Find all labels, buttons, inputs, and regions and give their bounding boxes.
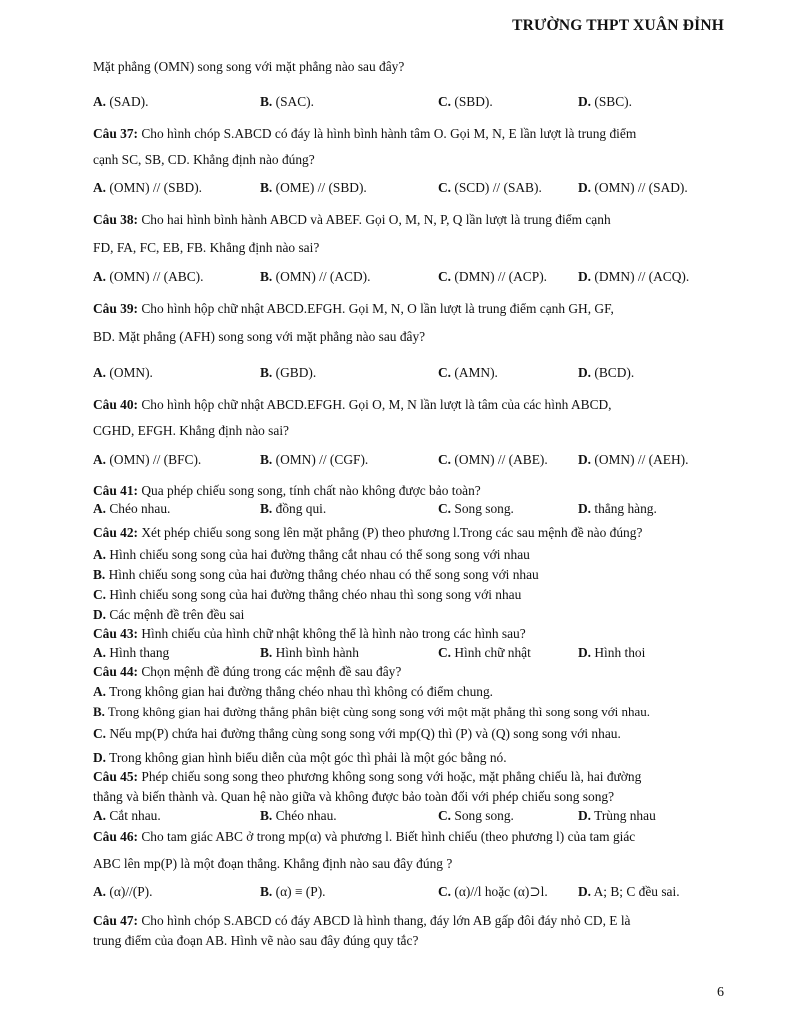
q43-label: Câu 43: bbox=[93, 626, 139, 641]
q46-option-b[interactable]: B. (α) ≡ (P). bbox=[260, 884, 326, 899]
q45-stem1: Phép chiếu song song theo phương không song song với hoặc, mặt phẳng chiếu là, hai đường bbox=[141, 769, 642, 784]
q44-option-b[interactable]: B. Trong không gian hai đường thẳng phân biệt cùng song song với một mặt phẳng thì song song với nhau. bbox=[93, 704, 651, 719]
q46-stem1: Cho tam giác ABC ở trong mp(α) và phương l. Biết hình chiếu (theo phương l) của tam giác bbox=[141, 829, 636, 844]
q42-stem: Xét phép chiếu song song lên mặt phẳng (P) theo phương l.Trong các sau mệnh đề nào đúng? bbox=[141, 525, 643, 540]
q44-stem-line bbox=[93, 663, 401, 681]
q46-stem2: ABC lên mp(P) là một đoạn thẳng. Khẳng định nào sau đây đúng ? bbox=[93, 856, 453, 871]
q46-option-a[interactable]: A. (α)//(P). bbox=[93, 884, 153, 899]
q40-option-c[interactable]: C. (OMN) // (ABE). bbox=[438, 452, 548, 467]
q38-option-b[interactable]: B. (OMN) // (ACD). bbox=[260, 269, 371, 284]
q43-option-c[interactable]: C. Hình chữ nhật bbox=[438, 645, 531, 660]
q44-option-d[interactable]: D. Trong không gian hình biểu diễn của một góc thì phải là một góc bằng nó. bbox=[93, 750, 507, 765]
q37-option-a[interactable]: A. (OMN) // (SBD). bbox=[93, 180, 202, 195]
q38-option-a[interactable]: A. (OMN) // (ABC). bbox=[93, 269, 204, 284]
q45-option-d[interactable]: D. Trùng nhau bbox=[578, 808, 656, 823]
q43-stem-line bbox=[93, 625, 526, 643]
q42-label: Câu 42: bbox=[93, 525, 139, 540]
q40-stem-line1 bbox=[93, 396, 612, 414]
q42-option-c[interactable]: C. Hình chiếu song song của hai đường thẳng chéo nhau thì song song với nhau bbox=[93, 587, 522, 602]
q47-stem-line1 bbox=[93, 912, 631, 930]
q46-option-d[interactable]: D. A; B; C đều sai. bbox=[578, 884, 680, 899]
q41-option-d[interactable]: D. thẳng hàng. bbox=[578, 501, 657, 516]
q47-stem2: trung điểm của đoạn AB. Hình vẽ nào sau đây đúng quy tắc? bbox=[93, 933, 419, 948]
q47-stem1: Cho hình chóp S.ABCD có đáy ABCD là hình thang, đáy lớn AB gấp đôi đáy nhỏ CD, E là bbox=[141, 913, 631, 928]
q47-label: Câu 47: bbox=[93, 913, 139, 928]
q40-label: Câu 40: bbox=[93, 397, 139, 412]
q37-stem-line1 bbox=[93, 125, 636, 143]
q43-option-d[interactable]: D. Hình thoi bbox=[578, 645, 646, 660]
q41-option-a[interactable]: A. Chéo nhau. bbox=[93, 501, 171, 516]
q39-option-a[interactable]: A. (OMN). bbox=[93, 365, 153, 380]
q37-label: Câu 37: bbox=[93, 126, 139, 141]
q45-stem2: thẳng và biến thành và. Quan hệ nào giữa và không được bảo toàn đối với phép chiếu song song? bbox=[93, 789, 615, 804]
q43-option-b[interactable]: B. Hình bình hành bbox=[260, 645, 359, 660]
q44-option-a[interactable]: A. Trong không gian hai đường thẳng chéo nhau thì không có điểm chung. bbox=[93, 684, 494, 699]
q38-option-c[interactable]: C. (DMN) // (ACP). bbox=[438, 269, 547, 284]
q37-stem1: Cho hình chóp S.ABCD có đáy là hình bình hành tâm O. Gọi M, N, E lần lượt là trung điểm bbox=[141, 126, 637, 141]
q38-option-d[interactable]: D. (DMN) // (ACQ). bbox=[578, 269, 690, 284]
q40-stem1: Cho hình hộp chữ nhật ABCD.EFGH. Gọi O, M, N lần lượt là tâm của các hình ABCD, bbox=[141, 397, 612, 412]
q37-stem2: cạnh SC, SB, CD. Khẳng định nào đúng? bbox=[93, 152, 315, 167]
q45-option-b[interactable]: B. Chéo nhau. bbox=[260, 808, 337, 823]
q45-label: Câu 45: bbox=[93, 769, 139, 784]
q41-option-c[interactable]: C. Song song. bbox=[438, 501, 514, 516]
q40-option-b[interactable]: B. (OMN) // (CGF). bbox=[260, 452, 369, 467]
q45-option-a[interactable]: A. Cắt nhau. bbox=[93, 808, 161, 823]
q42-stem-line bbox=[93, 524, 642, 542]
q41-stem: Qua phép chiếu song song, tính chất nào không được bảo toàn? bbox=[141, 483, 481, 498]
q44-option-c[interactable]: C. Nếu mp(P) chứa hai đường thẳng cùng song song với mp(Q) thì (P) và (Q) song song với nhau. bbox=[93, 726, 621, 741]
q46-option-c[interactable]: C. (α)//l hoặc (α)⊃l. bbox=[438, 884, 548, 899]
q45-stem-line1 bbox=[93, 768, 641, 786]
q41-stem-line bbox=[93, 482, 481, 500]
q46-label: Câu 46: bbox=[93, 829, 139, 844]
q38-label: Câu 38: bbox=[93, 212, 139, 227]
q42-option-d[interactable]: D. Các mệnh đề trên đều sai bbox=[93, 607, 245, 622]
q40-stem2: CGHD, EFGH. Khẳng định nào sai? bbox=[93, 423, 290, 438]
q40-option-a[interactable]: A. (OMN) // (BFC). bbox=[93, 452, 202, 467]
q42-option-b[interactable]: B. Hình chiếu song song của hai đường thẳng chéo nhau có thể song song với nhau bbox=[93, 567, 539, 582]
q37-option-d[interactable]: D. (OMN) // (SAD). bbox=[578, 180, 688, 195]
q39-stem1: Cho hình hộp chữ nhật ABCD.EFGH. Gọi M, N, O lần lượt là trung điểm cạnh GH, GF, bbox=[141, 301, 614, 316]
q36-option-b[interactable]: B. (SAC). bbox=[260, 94, 314, 109]
q36-stem: Mặt phẳng (OMN) song song với mặt phẳng nào sau đây? bbox=[93, 59, 405, 74]
q40-option-d[interactable]: D. (OMN) // (AEH). bbox=[578, 452, 689, 467]
q36-option-a[interactable]: A. (SAD). bbox=[93, 94, 149, 109]
q44-label: Câu 44: bbox=[93, 664, 139, 679]
page-number: 6 bbox=[717, 985, 724, 1000]
q41-label: Câu 41: bbox=[93, 483, 139, 498]
q45-option-c[interactable]: C. Song song. bbox=[438, 808, 514, 823]
q37-option-c[interactable]: C. (SCD) // (SAB). bbox=[438, 180, 542, 195]
q39-stem-line1 bbox=[93, 300, 614, 318]
q43-option-a[interactable]: A. Hình thang bbox=[93, 645, 170, 660]
q41-option-b[interactable]: B. đồng qui. bbox=[260, 501, 327, 516]
q36-option-c[interactable]: C. (SBD). bbox=[438, 94, 493, 109]
q39-option-c[interactable]: C. (AMN). bbox=[438, 365, 498, 380]
q36-option-d[interactable]: D. (SBC). bbox=[578, 94, 632, 109]
q38-stem1: Cho hai hình bình hành ABCD và ABEF. Gọi O, M, N, P, Q lần lượt là trung điểm cạnh bbox=[141, 212, 611, 227]
q37-option-b[interactable]: B. (OME) // (SBD). bbox=[260, 180, 367, 195]
q38-stem2: FD, FA, FC, EB, FB. Khẳng định nào sai? bbox=[93, 240, 320, 255]
q39-label: Câu 39: bbox=[93, 301, 139, 316]
q39-option-b[interactable]: B. (GBD). bbox=[260, 365, 317, 380]
q39-stem2: BD. Mặt phẳng (AFH) song song với mặt phẳng nào sau đây? bbox=[93, 329, 426, 344]
q43-stem: Hình chiếu của hình chữ nhật không thể là hình nào trong các hình sau? bbox=[141, 626, 526, 641]
q42-option-a[interactable]: A. Hình chiếu song song của hai đường thẳng cắt nhau có thể song song với nhau bbox=[93, 547, 530, 562]
q44-stem: Chọn mệnh đề đúng trong các mệnh đề sau đây? bbox=[141, 664, 402, 679]
school-header: TRƯỜNG THPT XUÂN ĐỈNH bbox=[512, 17, 724, 34]
q39-option-d[interactable]: D. (BCD). bbox=[578, 365, 635, 380]
q46-stem-line1 bbox=[93, 828, 635, 846]
q38-stem-line1 bbox=[93, 211, 611, 229]
